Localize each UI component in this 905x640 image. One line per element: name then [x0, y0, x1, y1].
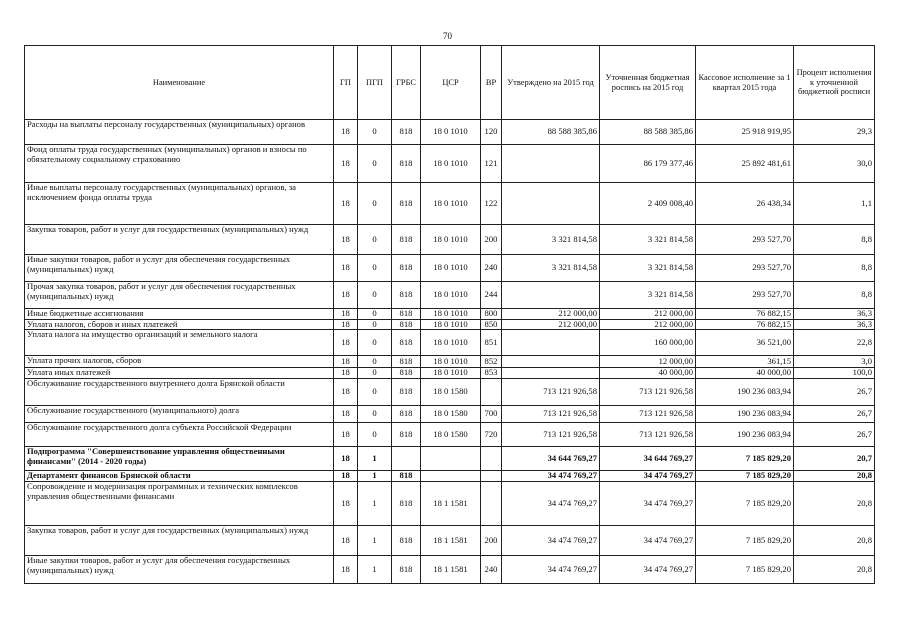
approved-cell	[502, 368, 600, 379]
csr-cell: 18 0 1010	[421, 183, 481, 225]
pgp-cell: 0	[358, 330, 392, 356]
percent-cell: 8,8	[794, 282, 875, 309]
pgp-cell: 1	[358, 446, 392, 470]
approved-cell	[502, 282, 600, 309]
percent-cell: 36,3	[794, 309, 875, 320]
grbs-cell: 818	[392, 225, 421, 255]
grbs-cell: 818	[392, 481, 421, 525]
percent-cell: 26,7	[794, 422, 875, 446]
csr-cell: 18 0 1010	[421, 356, 481, 368]
grbs-cell: 818	[392, 368, 421, 379]
cash-cell: 76 882,15	[696, 309, 794, 320]
table-row	[25, 319, 875, 330]
cash-cell: 7 185 829,20	[696, 446, 794, 470]
csr-cell: 18 1 1581	[421, 525, 481, 555]
pgp-cell: 0	[358, 183, 392, 225]
vr-cell: 720	[481, 422, 502, 446]
name-cell: Закупка товаров, работ и услуг для государственных (муниципальных) нужд	[25, 225, 334, 255]
percent-cell: 22,8	[794, 330, 875, 356]
percent-cell: 20,7	[794, 446, 875, 470]
table-row	[25, 422, 875, 446]
gp-cell: 18	[334, 183, 358, 225]
table-row	[25, 120, 875, 145]
vr-cell: 244	[481, 282, 502, 309]
refined-cell: 160 000,00	[600, 330, 696, 356]
grbs-cell: 818	[392, 470, 421, 481]
pgp-cell: 0	[358, 120, 392, 145]
gp-cell: 18	[334, 405, 358, 422]
percent-cell: 8,8	[794, 255, 875, 282]
grbs-cell: 818	[392, 405, 421, 422]
vr-cell	[481, 446, 502, 470]
percent-cell: 26,7	[794, 378, 875, 405]
refined-cell: 88 588 385,86	[600, 120, 696, 145]
name-cell: Прочая закупка товаров, работ и услуг для обеспечения государственных (муниципальных) нужд	[25, 282, 334, 309]
grbs-cell	[392, 446, 421, 470]
cash-cell: 40 000,00	[696, 368, 794, 379]
gp-cell: 18	[334, 481, 358, 525]
pgp-cell: 0	[358, 356, 392, 368]
csr-cell: 18 0 1010	[421, 282, 481, 309]
approved-cell	[502, 356, 600, 368]
csr-cell: 18 0 1010	[421, 145, 481, 183]
percent-cell: 30,0	[794, 145, 875, 183]
pgp-cell: 0	[358, 319, 392, 330]
cash-cell: 293 527,70	[696, 225, 794, 255]
csr-cell: 18 0 1010	[421, 368, 481, 379]
table-row	[25, 405, 875, 422]
cash-cell: 190 236 083,94	[696, 422, 794, 446]
header-cash: Кассовое исполнение за 1 квартал 2015 года	[696, 46, 794, 120]
header-name: Наименование	[25, 46, 334, 120]
page-number: 70	[443, 31, 452, 41]
name-cell: Обслуживание государственного долга субъекта Российской Федерации	[25, 422, 334, 446]
approved-cell: 34 474 769,27	[502, 481, 600, 525]
approved-cell: 34 474 769,27	[502, 525, 600, 555]
refined-cell: 713 121 926,58	[600, 422, 696, 446]
name-cell: Обслуживание государственного (муниципального) долга	[25, 405, 334, 422]
table-row	[25, 378, 875, 405]
name-cell: Иные выплаты персоналу государственных (муниципальных) органов, за исключением фонда оплаты труда	[25, 183, 334, 225]
grbs-cell: 818	[392, 378, 421, 405]
cash-cell: 7 185 829,20	[696, 481, 794, 525]
table-row	[25, 255, 875, 282]
cash-cell: 7 185 829,20	[696, 555, 794, 583]
header-grbs: ГРБС	[392, 46, 421, 120]
grbs-cell: 818	[392, 525, 421, 555]
name-cell: Иные закупки товаров, работ и услуг для обеспечения государственных (муниципальных) нужд	[25, 555, 334, 583]
csr-cell: 18 0 1010	[421, 120, 481, 145]
percent-cell: 26,7	[794, 405, 875, 422]
percent-cell: 1,1	[794, 183, 875, 225]
percent-cell: 36,3	[794, 319, 875, 330]
percent-cell: 20,8	[794, 481, 875, 525]
header-percent: Процент исполнения к уточненной бюджетной росписи	[794, 46, 875, 120]
name-cell: Уплата прочих налогов, сборов	[25, 356, 334, 368]
csr-cell: 18 0 1010	[421, 319, 481, 330]
grbs-cell: 818	[392, 309, 421, 320]
approved-cell: 713 121 926,58	[502, 422, 600, 446]
csr-cell: 18 1 1581	[421, 481, 481, 525]
vr-cell: 800	[481, 309, 502, 320]
name-cell: Сопровождение и модернизация программных и технических комплексов управления общественными финансами	[25, 481, 334, 525]
vr-cell: 240	[481, 555, 502, 583]
header-pgp: ПГП	[358, 46, 392, 120]
table-row	[25, 525, 875, 555]
table-row	[25, 446, 875, 470]
percent-cell: 20,8	[794, 555, 875, 583]
vr-cell: 852	[481, 356, 502, 368]
name-cell: Закупка товаров, работ и услуг для государственных (муниципальных) нужд	[25, 525, 334, 555]
refined-cell: 3 321 814,58	[600, 282, 696, 309]
grbs-cell: 818	[392, 555, 421, 583]
refined-cell: 34 474 769,27	[600, 470, 696, 481]
grbs-cell: 818	[392, 319, 421, 330]
header-refined: Уточненная бюджетная роспись на 2015 год	[600, 46, 696, 120]
budget-table	[24, 45, 875, 584]
approved-cell: 3 321 814,58	[502, 255, 600, 282]
approved-cell: 713 121 926,58	[502, 378, 600, 405]
name-cell: Иные бюджетные ассигнования	[25, 309, 334, 320]
vr-cell	[481, 481, 502, 525]
name-cell: Иные закупки товаров, работ и услуг для обеспечения государственных (муниципальных) нужд	[25, 255, 334, 282]
csr-cell: 18 0 1580	[421, 378, 481, 405]
cash-cell: 361,15	[696, 356, 794, 368]
name-cell: Департамент финансов Брянской области	[25, 470, 334, 481]
pgp-cell: 0	[358, 255, 392, 282]
cash-cell: 7 185 829,20	[696, 525, 794, 555]
cash-cell: 190 236 083,94	[696, 405, 794, 422]
vr-cell: 853	[481, 368, 502, 379]
pgp-cell: 0	[358, 145, 392, 183]
gp-cell: 18	[334, 470, 358, 481]
gp-cell: 18	[334, 555, 358, 583]
gp-cell: 18	[334, 309, 358, 320]
gp-cell: 18	[334, 356, 358, 368]
pgp-cell: 0	[358, 282, 392, 309]
csr-cell: 18 0 1580	[421, 405, 481, 422]
csr-cell: 18 0 1010	[421, 225, 481, 255]
refined-cell: 12 000,00	[600, 356, 696, 368]
refined-cell: 34 474 769,27	[600, 525, 696, 555]
header-gp: ГП	[334, 46, 358, 120]
pgp-cell: 1	[358, 525, 392, 555]
cash-cell: 293 527,70	[696, 282, 794, 309]
cash-cell: 36 521,00	[696, 330, 794, 356]
cash-cell: 76 882,15	[696, 319, 794, 330]
header-row	[25, 46, 875, 120]
approved-cell: 713 121 926,58	[502, 405, 600, 422]
gp-cell: 18	[334, 378, 358, 405]
percent-cell: 8,8	[794, 225, 875, 255]
pgp-cell: 0	[358, 405, 392, 422]
refined-cell: 3 321 814,58	[600, 255, 696, 282]
refined-cell: 34 644 769,27	[600, 446, 696, 470]
percent-cell: 20,8	[794, 525, 875, 555]
header-vr: ВР	[481, 46, 502, 120]
csr-cell	[421, 446, 481, 470]
refined-cell: 2 409 008,40	[600, 183, 696, 225]
csr-cell: 18 0 1580	[421, 422, 481, 446]
approved-cell: 88 588 385,86	[502, 120, 600, 145]
grbs-cell: 818	[392, 282, 421, 309]
vr-cell: 850	[481, 319, 502, 330]
pgp-cell: 0	[358, 368, 392, 379]
pgp-cell: 1	[358, 481, 392, 525]
grbs-cell: 818	[392, 145, 421, 183]
refined-cell: 212 000,00	[600, 309, 696, 320]
approved-cell: 3 321 814,58	[502, 225, 600, 255]
pgp-cell: 0	[358, 378, 392, 405]
percent-cell: 20,8	[794, 470, 875, 481]
csr-cell: 18 0 1010	[421, 309, 481, 320]
cash-cell: 7 185 829,20	[696, 470, 794, 481]
approved-cell	[502, 145, 600, 183]
refined-cell: 34 474 769,27	[600, 481, 696, 525]
csr-cell: 18 0 1010	[421, 255, 481, 282]
table-row	[25, 481, 875, 525]
gp-cell: 18	[334, 145, 358, 183]
table-row	[25, 470, 875, 481]
header-approved: Утверждено на 2015 год	[502, 46, 600, 120]
approved-cell: 34 474 769,27	[502, 470, 600, 481]
name-cell: Подпрограмма "Совершенствование управления общественными финансами" (2014 - 2020 годы)	[25, 446, 334, 470]
vr-cell: 200	[481, 525, 502, 555]
pgp-cell: 1	[358, 470, 392, 481]
pgp-cell: 0	[358, 225, 392, 255]
vr-cell: 851	[481, 330, 502, 356]
percent-cell: 29,3	[794, 120, 875, 145]
table-row	[25, 183, 875, 225]
vr-cell: 700	[481, 405, 502, 422]
csr-cell	[421, 470, 481, 481]
refined-cell: 34 474 769,27	[600, 555, 696, 583]
cash-cell: 25 918 919,95	[696, 120, 794, 145]
grbs-cell: 818	[392, 120, 421, 145]
vr-cell: 200	[481, 225, 502, 255]
grbs-cell: 818	[392, 422, 421, 446]
gp-cell: 18	[334, 446, 358, 470]
refined-cell: 40 000,00	[600, 368, 696, 379]
table-row	[25, 309, 875, 320]
percent-cell: 100,0	[794, 368, 875, 379]
gp-cell: 18	[334, 282, 358, 309]
table-row	[25, 555, 875, 583]
vr-cell	[481, 378, 502, 405]
refined-cell: 3 321 814,58	[600, 225, 696, 255]
approved-cell: 34 474 769,27	[502, 555, 600, 583]
gp-cell: 18	[334, 525, 358, 555]
approved-cell: 212 000,00	[502, 309, 600, 320]
cash-cell: 293 527,70	[696, 255, 794, 282]
table-row	[25, 225, 875, 255]
pgp-cell: 1	[358, 555, 392, 583]
csr-cell: 18 0 1010	[421, 330, 481, 356]
gp-cell: 18	[334, 319, 358, 330]
table-row	[25, 330, 875, 356]
table-row	[25, 282, 875, 309]
pgp-cell: 0	[358, 309, 392, 320]
cash-cell: 190 236 083,94	[696, 378, 794, 405]
approved-cell: 212 000,00	[502, 319, 600, 330]
name-cell: Обслуживание государственного внутреннего долга Брянской области	[25, 378, 334, 405]
approved-cell: 34 644 769,27	[502, 446, 600, 470]
gp-cell: 18	[334, 422, 358, 446]
table-row	[25, 356, 875, 368]
gp-cell: 18	[334, 225, 358, 255]
gp-cell: 18	[334, 120, 358, 145]
name-cell: Уплата иных платежей	[25, 368, 334, 379]
csr-cell: 18 1 1581	[421, 555, 481, 583]
grbs-cell: 818	[392, 330, 421, 356]
grbs-cell: 818	[392, 255, 421, 282]
grbs-cell: 818	[392, 183, 421, 225]
gp-cell: 18	[334, 255, 358, 282]
cash-cell: 26 438,34	[696, 183, 794, 225]
name-cell: Фонд оплаты труда государственных (муниципальных) органов и взносы по обязательному социальному страхованию	[25, 145, 334, 183]
pgp-cell: 0	[358, 422, 392, 446]
approved-cell	[502, 330, 600, 356]
vr-cell	[481, 470, 502, 481]
name-cell: Расходы на выплаты персоналу государственных (муниципальных) органов	[25, 120, 334, 145]
refined-cell: 86 179 377,46	[600, 145, 696, 183]
approved-cell	[502, 183, 600, 225]
name-cell: Уплата налога на имущество организаций и земельного налога	[25, 330, 334, 356]
table-row	[25, 145, 875, 183]
table-row	[25, 368, 875, 379]
refined-cell: 212 000,00	[600, 319, 696, 330]
header-csr: ЦСР	[421, 46, 481, 120]
vr-cell: 120	[481, 120, 502, 145]
percent-cell: 3,0	[794, 356, 875, 368]
refined-cell: 713 121 926,58	[600, 405, 696, 422]
grbs-cell: 818	[392, 356, 421, 368]
name-cell: Уплата налогов, сборов и иных платежей	[25, 319, 334, 330]
refined-cell: 713 121 926,58	[600, 378, 696, 405]
vr-cell: 240	[481, 255, 502, 282]
cash-cell: 25 892 481,61	[696, 145, 794, 183]
vr-cell: 122	[481, 183, 502, 225]
gp-cell: 18	[334, 330, 358, 356]
gp-cell: 18	[334, 368, 358, 379]
vr-cell: 121	[481, 145, 502, 183]
